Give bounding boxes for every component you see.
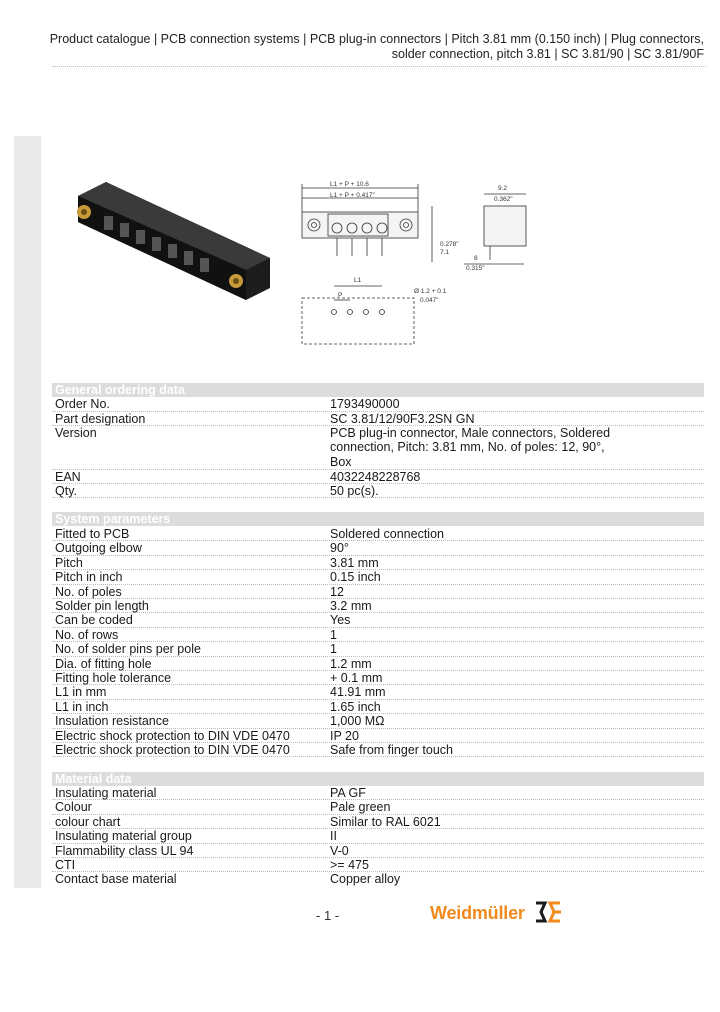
row-label: Solder pin length bbox=[55, 599, 149, 613]
table-row bbox=[52, 484, 704, 498]
row-value: IP 20 bbox=[330, 728, 359, 743]
row-value: 0.15 inch bbox=[330, 570, 381, 585]
table-row bbox=[52, 671, 704, 685]
row-label: Version bbox=[55, 426, 97, 440]
table-row bbox=[52, 642, 704, 656]
table-row bbox=[52, 872, 704, 886]
row-label: Fitted to PCB bbox=[55, 527, 130, 541]
row-value: 41.91 mm bbox=[330, 685, 386, 700]
row-value: Similar to RAL 6021 bbox=[330, 814, 441, 829]
row-label: EAN bbox=[55, 470, 81, 484]
row-label: Qty. bbox=[55, 484, 77, 498]
row-value: Safe from finger touch bbox=[330, 743, 453, 757]
logo-mark-icon bbox=[533, 900, 563, 924]
table-row bbox=[52, 815, 704, 829]
row-value: Pale green bbox=[330, 800, 391, 815]
row-label: L1 in inch bbox=[55, 699, 109, 714]
dim-top-2: L1 + P + 0.417" bbox=[330, 192, 375, 199]
row-value: SC 3.81/12/90F3.2SN GN bbox=[330, 412, 475, 426]
row-label: Order No. bbox=[55, 397, 110, 411]
row-value: 3.81 mm bbox=[330, 555, 379, 570]
dim-side-1: 9.2 bbox=[498, 185, 508, 192]
row-value: >= 475 bbox=[330, 858, 369, 872]
row-value: 12 bbox=[330, 584, 344, 599]
table-row bbox=[52, 470, 704, 484]
table-row bbox=[52, 527, 704, 541]
row-label: Colour bbox=[55, 800, 92, 815]
row-label: Pitch in inch bbox=[55, 570, 123, 585]
table-row bbox=[52, 685, 704, 699]
table-row bbox=[52, 800, 704, 814]
dim-hole-1: Ø 1.2 + 0.1 bbox=[414, 288, 447, 295]
row-label: Contact base material bbox=[55, 872, 177, 887]
row-value: V-0 bbox=[330, 843, 349, 858]
row-value: 4032248228768 bbox=[330, 470, 421, 484]
table-row bbox=[52, 858, 704, 872]
table-row bbox=[52, 700, 704, 714]
row-value: 1,000 MΩ bbox=[330, 714, 385, 729]
table-row bbox=[52, 844, 704, 858]
row-value: PA GF bbox=[330, 786, 366, 800]
row-label: Fitting hole tolerance bbox=[55, 671, 172, 685]
table-row bbox=[52, 426, 704, 470]
row-value: Copper alloy bbox=[330, 872, 401, 887]
row-value: + 0.1 mm bbox=[330, 671, 383, 685]
row-label: Insulating material group bbox=[55, 829, 192, 844]
table-row bbox=[52, 657, 704, 671]
table-row bbox=[52, 729, 704, 743]
table-row bbox=[52, 786, 704, 800]
technical-drawing bbox=[290, 176, 542, 348]
row-value: PCB plug-in connector, Male connectors, Soldered connection, Pitch: 3.81 mm, No. of poles: 12, 90°, Box bbox=[330, 426, 611, 469]
row-label: Electric shock protection to DIN VDE 0470 bbox=[55, 743, 290, 757]
row-label: Outgoing elbow bbox=[55, 541, 142, 556]
row-label: Dia. of fitting hole bbox=[55, 656, 152, 671]
row-label: No. of rows bbox=[55, 627, 119, 642]
row-value: 90° bbox=[330, 541, 349, 556]
row-label: Can be coded bbox=[55, 613, 133, 628]
section-header-system: System parameters bbox=[52, 512, 704, 526]
row-value: 1793490000 bbox=[330, 397, 400, 411]
section-header-material: Material data bbox=[52, 772, 704, 786]
table-row bbox=[52, 743, 704, 757]
dim-hole-2: 0.047" bbox=[420, 297, 439, 304]
table-row bbox=[52, 613, 704, 627]
table-row bbox=[52, 585, 704, 599]
dim-bottom-2: 0.315" bbox=[466, 265, 485, 272]
row-label: CTI bbox=[55, 858, 76, 872]
row-value: Soldered connection bbox=[330, 527, 444, 541]
breadcrumb-line-2[interactable]: solder connection, pitch 3.81 | SC 3.81/90 | SC 3.81/90F bbox=[391, 47, 704, 61]
row-label: Electric shock protection to DIN VDE 0470 bbox=[55, 728, 290, 743]
dim-height-2: 0.278" bbox=[440, 241, 459, 248]
row-label: Insulation resistance bbox=[55, 714, 169, 729]
row-label: No. of solder pins per pole bbox=[55, 642, 201, 657]
table-row bbox=[52, 599, 704, 613]
row-value: 50 pc(s). bbox=[330, 484, 379, 498]
breadcrumb bbox=[44, 32, 704, 62]
dim-side-2: 0.362" bbox=[494, 196, 513, 203]
dim-bottom-1: 8 bbox=[474, 255, 478, 262]
row-label: Insulating material bbox=[55, 786, 157, 800]
row-value: 1 bbox=[330, 627, 337, 642]
table-row bbox=[52, 556, 704, 570]
row-label: Part designation bbox=[55, 412, 146, 426]
row-value: 1.2 mm bbox=[330, 656, 372, 671]
table-row bbox=[52, 714, 704, 728]
dim-height-1: 7.1 bbox=[440, 249, 450, 256]
section-header-general: General ordering data bbox=[52, 383, 704, 397]
page-number: - 1 - bbox=[316, 908, 340, 923]
row-label: L1 in mm bbox=[55, 685, 107, 700]
row-value: II bbox=[330, 829, 337, 844]
table-row bbox=[52, 412, 704, 426]
dim-top-1: L1 + P + 10.6 bbox=[330, 181, 369, 188]
dim-p: P bbox=[338, 292, 343, 299]
table-row bbox=[52, 541, 704, 555]
row-label: Pitch bbox=[55, 555, 83, 570]
row-value: 3.2 mm bbox=[330, 599, 372, 613]
logo-text: Weidmüller bbox=[430, 903, 525, 923]
weidmuller-logo[interactable] bbox=[430, 900, 563, 926]
row-value: 1.65 inch bbox=[330, 699, 381, 714]
left-margin-bar bbox=[14, 136, 41, 888]
table-row bbox=[52, 628, 704, 642]
product-photo bbox=[70, 178, 276, 304]
divider bbox=[52, 66, 706, 67]
row-label: No. of poles bbox=[55, 584, 122, 599]
table-row bbox=[52, 397, 704, 412]
table-row bbox=[52, 570, 704, 584]
row-label: colour chart bbox=[55, 814, 121, 829]
breadcrumb-line-1[interactable]: Product catalogue | PCB connection systems | PCB plug-in connectors | Pitch 3.81 mm (0.150 inch) | Plug connectors, bbox=[49, 32, 704, 46]
row-value: Yes bbox=[330, 613, 351, 628]
table-row bbox=[52, 829, 704, 843]
row-value: 1 bbox=[330, 642, 337, 657]
row-label: Flammability class UL 94 bbox=[55, 843, 194, 858]
dim-l1: L1 bbox=[354, 277, 362, 284]
